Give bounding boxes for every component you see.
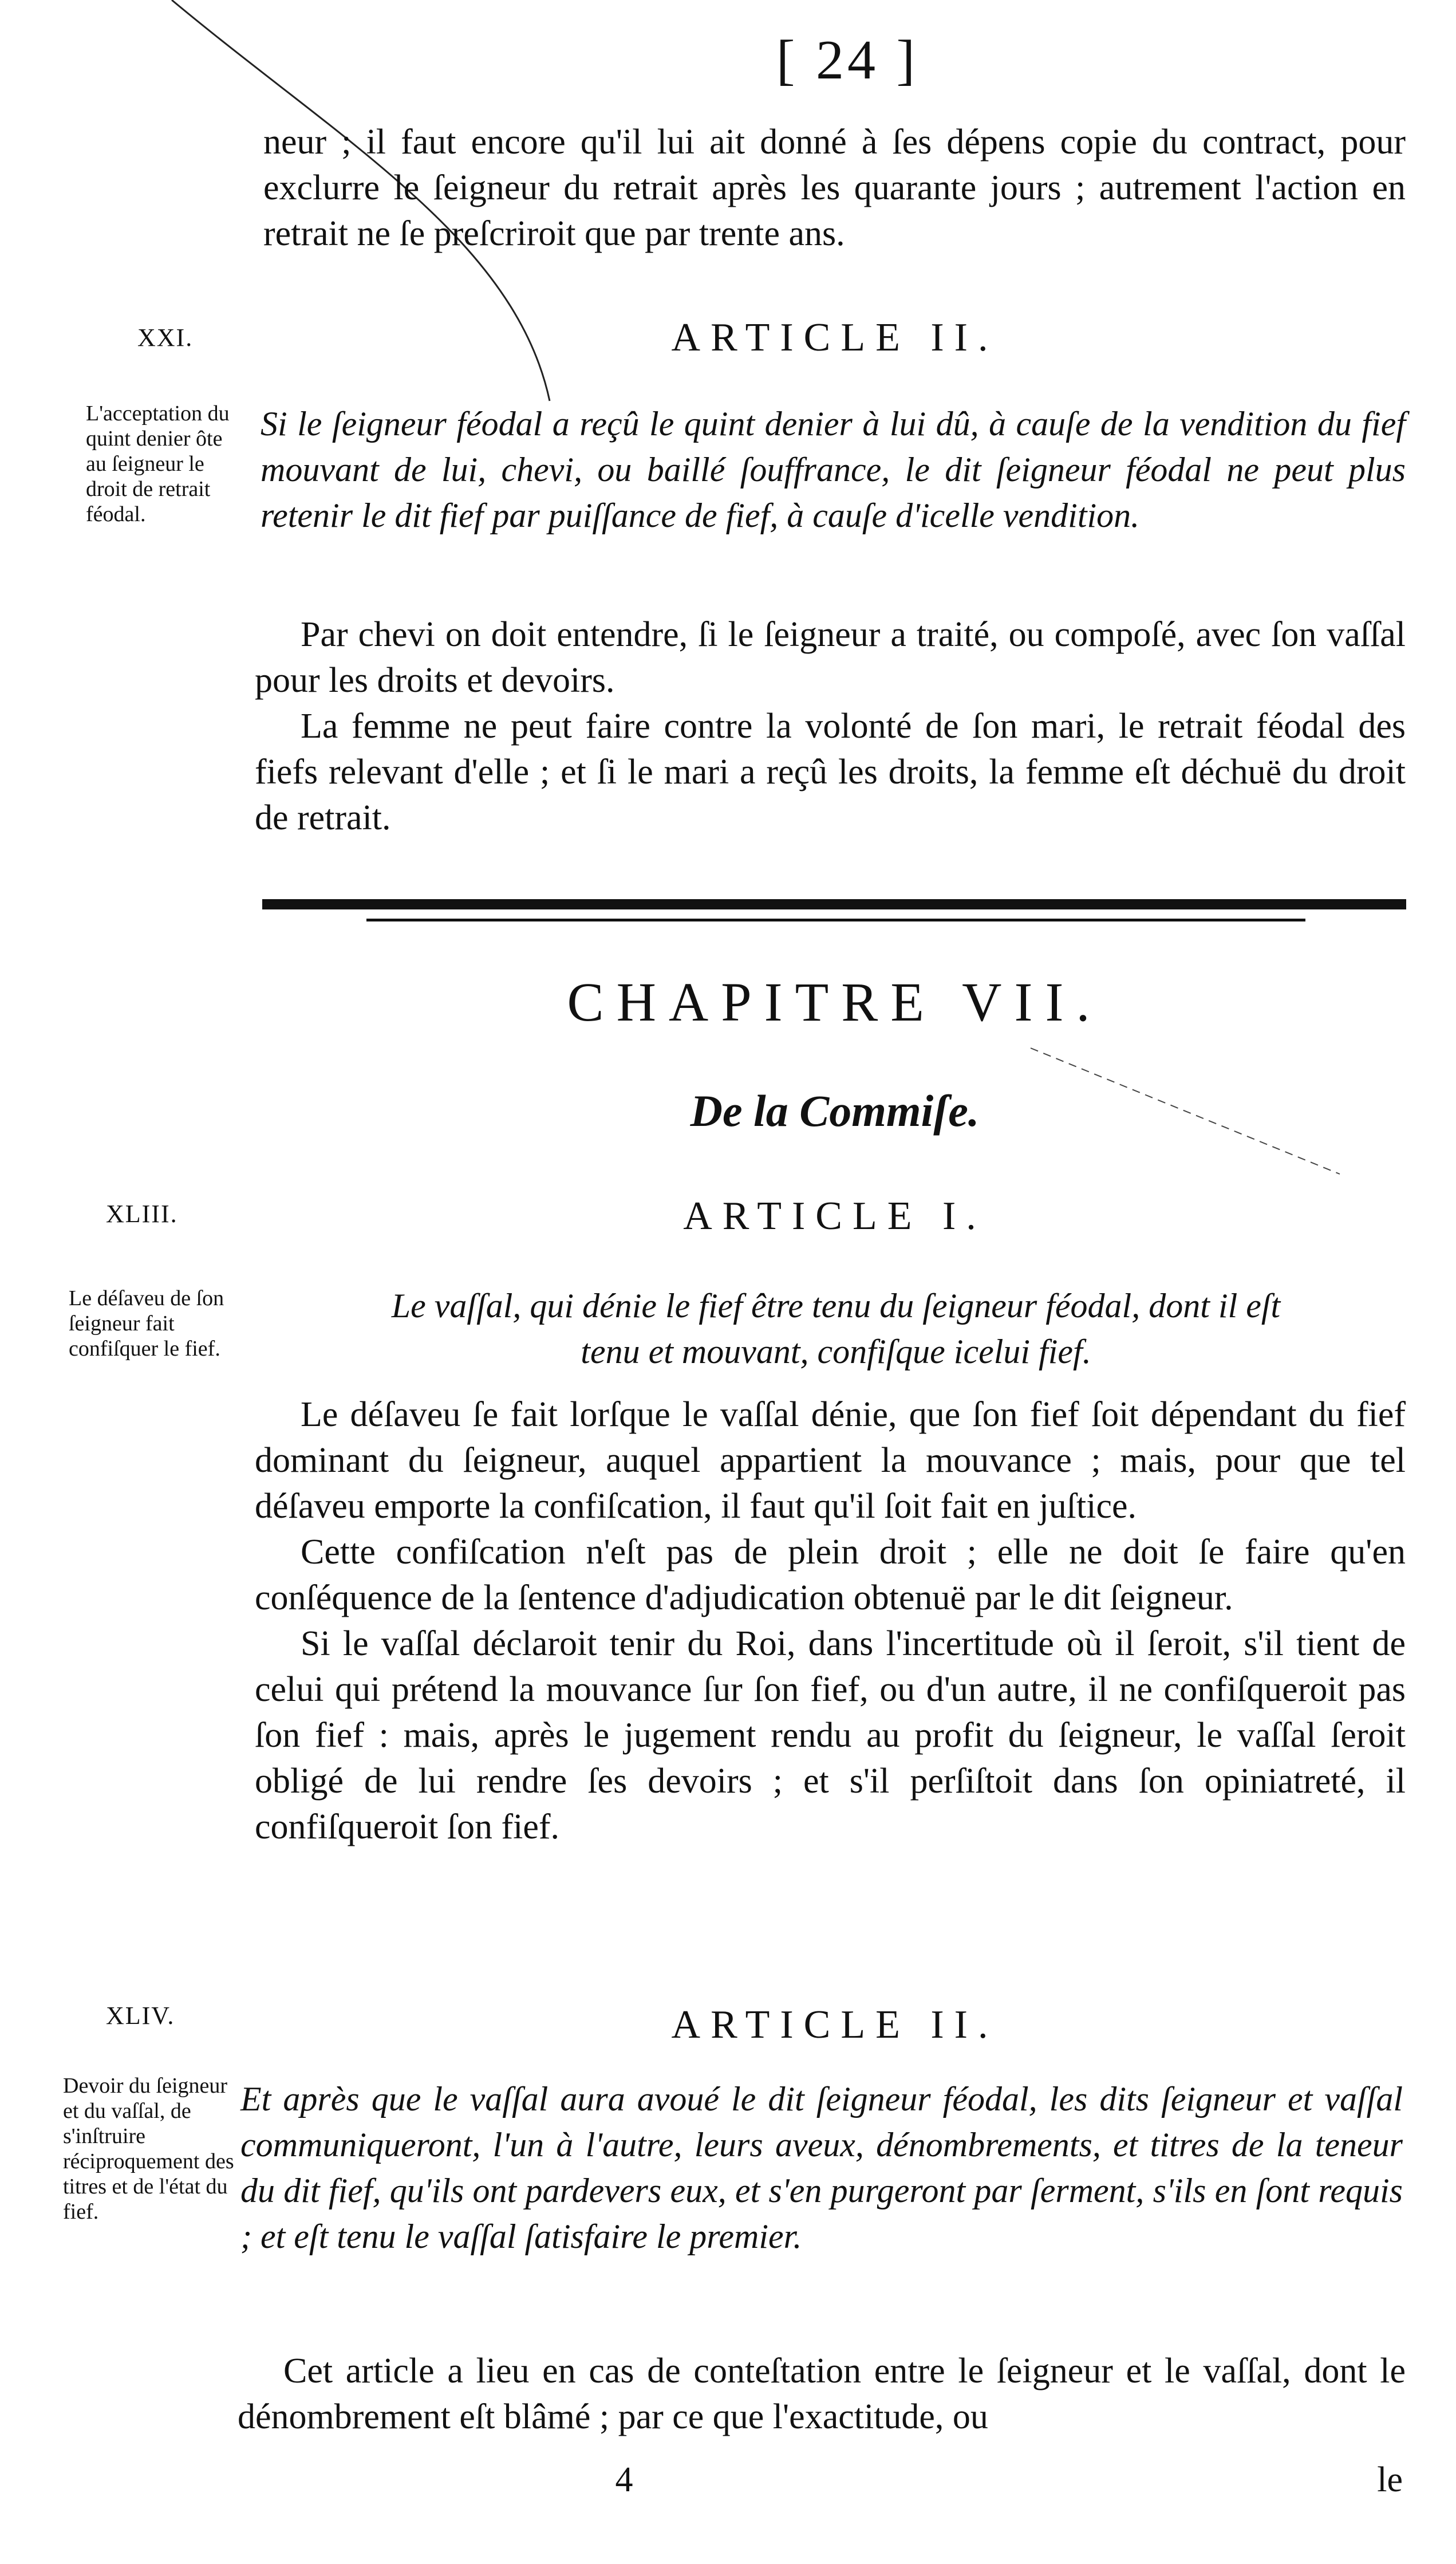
chapter-subtitle: De la Commiſe. <box>690 1086 980 1136</box>
commentary <box>255 612 1406 852</box>
margin-note: L'acceptation du quint denier ôte au ſeigneur le droit de retrait féodal. <box>86 401 230 526</box>
catchword: le <box>1377 2460 1403 2499</box>
commentary-paragraph: La femme ne peut faire contre la volonté de ſon mari, le retrait féodal des fiefs relevant d'elle ; et ſi le mari a reçû les droits, la femme eſt déchuë du droit de retrait. <box>255 707 1406 837</box>
article-text <box>261 401 1406 590</box>
article-text <box>240 2076 1403 2311</box>
page-number: [ 24 ] <box>776 29 919 91</box>
article-heading: ARTICLE II. <box>671 2003 999 2047</box>
margin-note: Devoir du ſeigneur et du vaſſal, de s'inſtruire réciproquement des titres et de l'état du fief. <box>63 2074 234 2224</box>
section-rule-thin <box>366 919 1305 921</box>
commentary-paragraph: Par chevi on doit entendre, ſi le ſeigneur a traité, ou compoſé, avec ſon vaſſal pour les droits et devoirs. <box>255 615 1406 700</box>
article-number: XLIV. <box>106 2002 175 2030</box>
commentary <box>238 2348 1406 2445</box>
commentary-paragraph: Si le vaſſal déclaroit tenir du Roi, dans l'incertitude où il ſeroit, s'il tient de celui qui prétend la mouvance ſur ſon fief, ou d'un autre, il ne confiſqueroit pas ſon fief : mais, après le jugement rendu au profit du ſeigneur, le vaſſal ſeroit obligé de lui rendre ſes devoirs ; et s'il perſiſtoit dans ſon opiniatreté, il confiſqueroit ſon fief. <box>255 1624 1406 1846</box>
article-text-line: Le vaſſal, qui dénie le fief être tenu du ſeigneur féodal, dont il eſt <box>391 1287 1281 1325</box>
continuation-paragraph: neur ; il faut encore qu'il lui ait donné à ſes dépens copie du contract, pour exclurre le ſeigneur du retrait après les quarante jours ; autrement l'action en retrait ne ſe preſcriroit que par trente ans. <box>263 123 1406 253</box>
chapter-title: CHAPITRE VII. <box>567 971 1103 1033</box>
commentary-paragraph: Cette confiſcation n'eſt pas de plein droit ; elle ne doit ſe faire qu'en conſéquence de la ſentence d'adjudication obtenuë par le dit ſeigneur. <box>255 1533 1406 1617</box>
margin-note: Le déſaveu de ſon ſeigneur fait confiſquer le fief. <box>69 1286 224 1361</box>
article-heading: ARTICLE I. <box>683 1194 987 1238</box>
continuation-text <box>263 119 1406 257</box>
article-heading: ARTICLE II. <box>671 316 999 360</box>
article-number: XLIII. <box>106 1200 178 1228</box>
article-number: XXI. <box>137 324 194 352</box>
commentary-paragraph: Cet article a lieu en cas de conteſtation entre le ſeigneur et le vaſſal, dont le dénombrement eſt blâmé ; par ce que l'exactitude, ou <box>238 2352 1406 2436</box>
signature-mark: 4 <box>615 2460 633 2499</box>
article-text-paragraph: Et après que le vaſſal aura avoué le dit ſeigneur féodal, les dits ſeigneur et vaſſal communiqueront, l'un à l'autre, leurs aveux, dénombrements, et titres de la teneur du dit fief, qu'ils ont pardevers eux, et s'en purgeront par ſerment, s'ils en ſont requis ; et eſt tenu le vaſſal ſatisfaire le premier. <box>240 2080 1403 2255</box>
commentary-paragraph: Le déſaveu ſe fait lorſque le vaſſal dénie, que ſon fief ſoit dépendant du fief dominant du ſeigneur, auquel appartient la mouvance ; mais, pour que tel déſaveu emporte la confiſcation, il faut qu'il ſoit fait en juſtice. <box>255 1395 1406 1526</box>
commentary <box>255 1392 1406 1941</box>
section-rule-thick <box>262 899 1406 909</box>
article-text-paragraph: Si le ſeigneur féodal a reçû le quint denier à lui dû, à cauſe de la vendition du fief mouvant de lui, chevi, ou baillé ſouffrance, le dit ſeigneur féodal ne peut plus retenir le dit fief par puiſſance de fief, à cauſe d'icelle vendition. <box>261 405 1406 534</box>
article-text-line: tenu et mouvant, confiſque icelui fief. <box>581 1333 1091 1370</box>
